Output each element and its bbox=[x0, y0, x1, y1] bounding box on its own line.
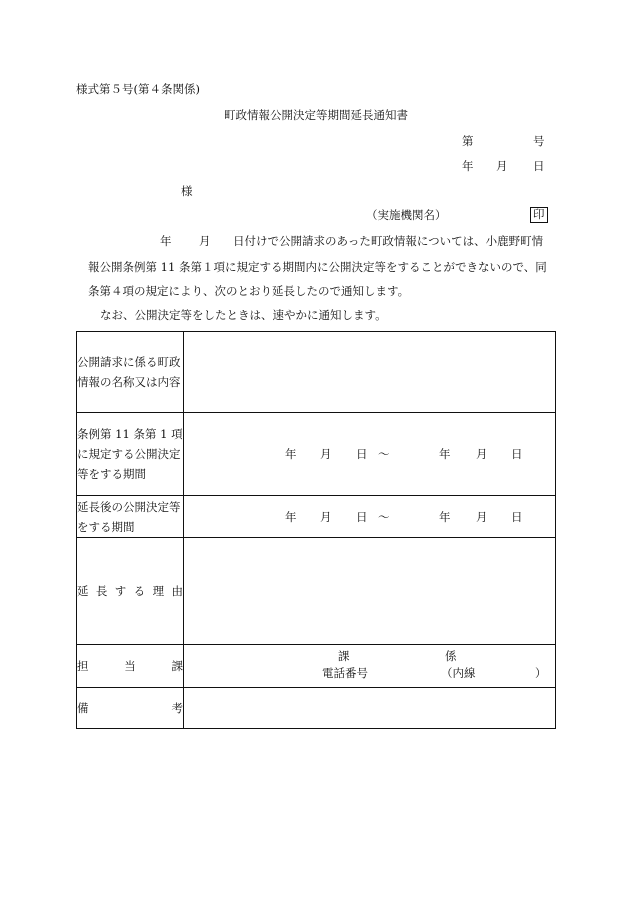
dept-phone: 電話番号 bbox=[322, 666, 368, 680]
dept-kakari: 係 bbox=[445, 649, 457, 663]
extended-period-label: 延長後の公開決定等をする期間 bbox=[77, 496, 184, 538]
period-month-1: 月 bbox=[320, 447, 332, 461]
period-day-2: 日 bbox=[511, 447, 523, 461]
body-month: 月 bbox=[199, 234, 211, 248]
remarks-label: 備 考 bbox=[77, 688, 184, 729]
body-line-2: 報公開条例第 11 条第１項に規定する期間内に公開決定等をすることができないので、同 bbox=[88, 260, 547, 274]
date-day: 日 bbox=[533, 159, 545, 173]
extension-reason-label: 延 長 す る 理 由 bbox=[77, 538, 184, 645]
notice-table bbox=[76, 331, 556, 729]
addressee-suffix: 様 bbox=[181, 184, 193, 198]
period-day-1: 日 bbox=[356, 509, 368, 524]
form-number: 様式第５号(第４条関係) bbox=[76, 82, 200, 96]
period-tilde: ～ bbox=[378, 509, 390, 524]
period-day-2: 日 bbox=[511, 509, 523, 524]
seal-mark: 印 bbox=[530, 207, 548, 223]
period-year-2: 年 bbox=[439, 447, 451, 461]
table-row bbox=[77, 413, 556, 496]
date-month: 月 bbox=[496, 159, 508, 173]
request-target-label: 公開請求に係る町政情報の名称又は内容 bbox=[77, 332, 184, 413]
extension-reason-field[interactable] bbox=[184, 538, 556, 645]
table-row bbox=[77, 332, 556, 413]
issuer-label: （実施機関名） bbox=[366, 208, 447, 222]
date-year: 年 bbox=[462, 159, 474, 173]
period-tilde: ～ bbox=[378, 447, 390, 461]
document-title: 町政情報公開決定等期間延長通知書 bbox=[224, 108, 408, 122]
period-month-2: 月 bbox=[476, 509, 488, 524]
body-line-3: 条第４項の規定により、次のとおり延長したので通知します。 bbox=[88, 284, 410, 298]
body-line-1: 日付けで公開請求のあった町政情報については、小鹿野町情 bbox=[233, 234, 544, 248]
doc-number-suffix: 号 bbox=[533, 134, 545, 148]
table-row bbox=[77, 538, 556, 645]
request-target-field[interactable] bbox=[184, 332, 556, 413]
body-year: 年 bbox=[160, 234, 172, 248]
table-row bbox=[77, 645, 556, 688]
table-row bbox=[77, 688, 556, 729]
period-month-2: 月 bbox=[476, 447, 488, 461]
body-line-4: なお、公開決定等をしたときは、速やかに通知します。 bbox=[100, 308, 387, 322]
period-day-1: 日 bbox=[356, 447, 368, 461]
original-period-label: 条例第 11 条第 1 項に規定する公開決定等をする期間 bbox=[77, 413, 184, 496]
responsible-dept-label: 担 当 課 bbox=[77, 645, 184, 688]
table-row bbox=[77, 496, 556, 538]
extended-period-field[interactable] bbox=[184, 496, 556, 538]
dept-ka: 課 bbox=[338, 649, 350, 663]
doc-number-prefix: 第 bbox=[462, 134, 474, 148]
dept-ext-close: ） bbox=[535, 666, 547, 680]
period-year-1: 年 bbox=[285, 509, 297, 524]
period-month-1: 月 bbox=[320, 509, 332, 524]
remarks-field[interactable] bbox=[184, 688, 556, 729]
original-period-field[interactable] bbox=[184, 413, 556, 496]
responsible-dept-field[interactable] bbox=[184, 645, 556, 688]
period-year-2: 年 bbox=[439, 509, 451, 524]
period-year-1: 年 bbox=[285, 447, 297, 461]
dept-ext-open: （内線 bbox=[441, 666, 476, 680]
